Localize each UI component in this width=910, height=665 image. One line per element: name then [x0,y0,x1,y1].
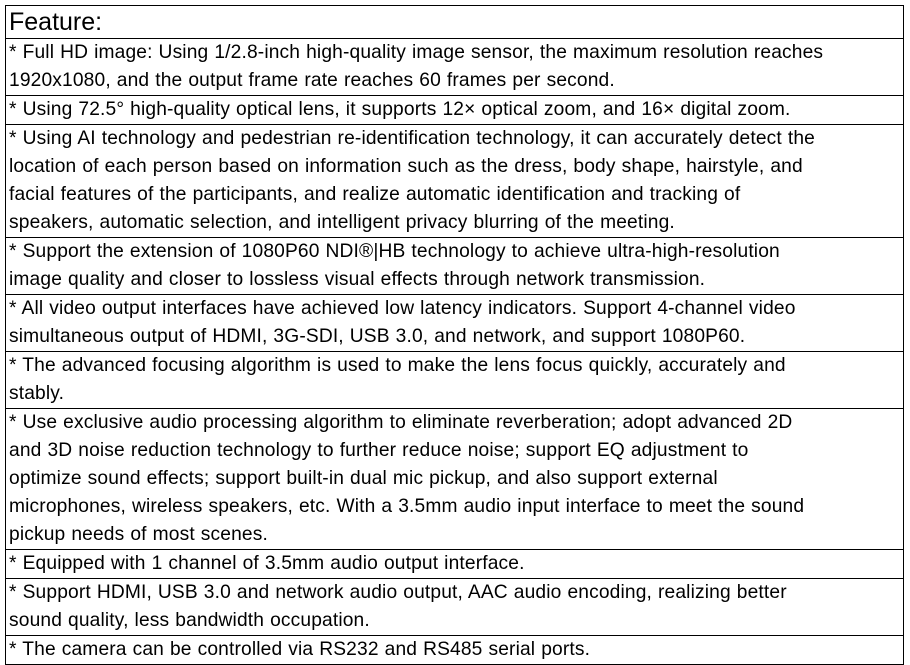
feature-text-line: and 3D noise reduction technology to further reduce noise; support EQ adjustment to [9,440,749,461]
heading-row [6,6,904,39]
feature-item [6,295,904,352]
feature-row [6,96,904,125]
feature-text-line: image quality and closer to lossless visual effects through network transmission. [9,269,706,290]
feature-row [6,125,904,238]
feature-item [6,352,904,409]
feature-row [6,39,904,96]
feature-text-line: microphones, wireless speakers, etc. With a 3.5mm audio input interface to meet the sound [9,496,805,517]
feature-text-line: simultaneous output of HDMI, 3G-SDI, USB 3.0, and network, and support 1080P60. [9,326,746,347]
feature-row [6,579,904,636]
feature-row [6,352,904,409]
feature-text-line: * Support the extension of 1080P60 NDI®|HB technology to achieve ultra-high-resolution [9,241,780,262]
feature-text-line: pickup needs of most scenes. [9,524,268,545]
feature-text-line: * Full HD image: Using 1/2.8-inch high-quality image sensor, the maximum resolution reaches [9,42,824,63]
feature-item [6,579,904,636]
feature-row [6,295,904,352]
feature-text-line: location of each person based on information such as the dress, body shape, hairstyle, and [9,156,803,177]
feature-text-line: * Equipped with 1 channel of 3.5mm audio output interface. [9,553,525,574]
feature-text-line: sound quality, less bandwidth occupation. [9,610,370,631]
feature-row [6,550,904,579]
feature-text-line: * The advanced focusing algorithm is used to make the lens focus quickly, accurately and [9,355,786,376]
feature-text-line: * Using 72.5° high-quality optical lens, it supports 12× optical zoom, and 16× digital zoom. [9,99,791,120]
feature-item [6,96,904,125]
feature-item [6,409,904,550]
feature-text-line: 1920x1080, and the output frame rate reaches 60 frames per second. [9,70,615,91]
feature-text-line: * The camera can be controlled via RS232 and RS485 serial ports. [9,639,591,660]
feature-item [6,125,904,238]
feature-text-line: * Support HDMI, USB 3.0 and network audio output, AAC audio encoding, realizing better [9,582,787,603]
feature-item [6,39,904,96]
feature-table-body [6,6,904,665]
feature-table [5,5,904,665]
feature-row [6,409,904,550]
feature-item [6,636,904,665]
feature-text-line: * Using AI technology and pedestrian re-identification technology, it can accurately detect the [9,128,815,149]
feature-text-line: optimize sound effects; support built-in dual mic pickup, and also support external [9,468,718,489]
feature-row [6,636,904,665]
feature-row [6,238,904,295]
feature-text-line: * Use exclusive audio processing algorithm to eliminate reverberation; adopt advanced 2D [9,412,793,433]
feature-item [6,550,904,579]
feature-text-line: speakers, automatic selection, and intelligent privacy blurring of the meeting. [9,212,675,233]
feature-text-line: stably. [9,383,65,404]
feature-item [6,238,904,295]
feature-text-line: facial features of the participants, and realize automatic identification and tracking of [9,184,741,205]
feature-heading: Feature: [6,6,904,39]
feature-text-line: * All video output interfaces have achieved low latency indicators. Support 4-channel video [9,298,796,319]
